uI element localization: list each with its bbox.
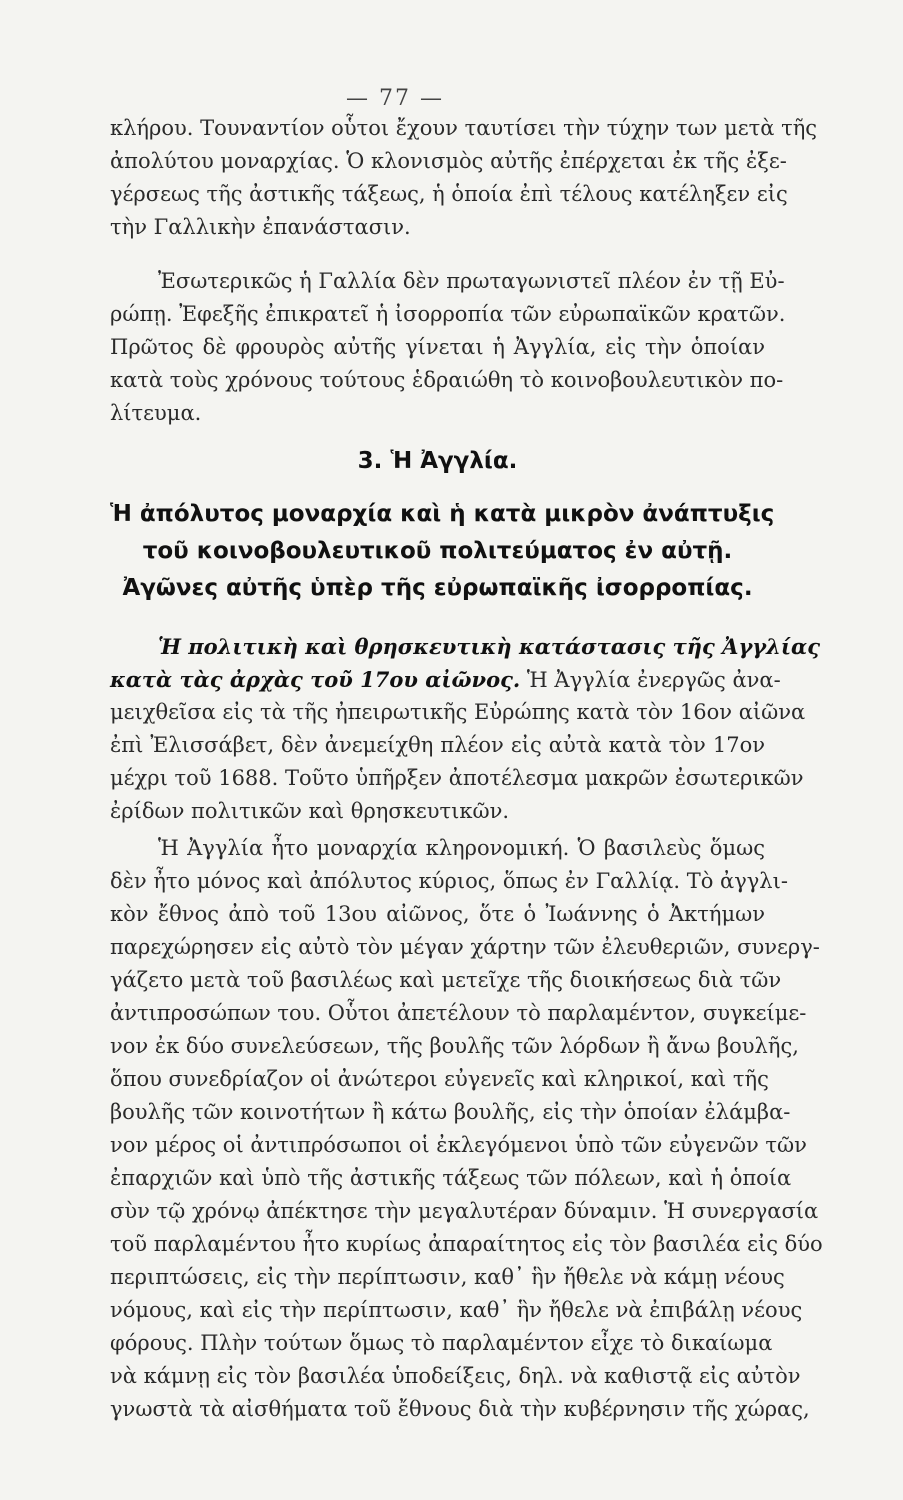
- text-line: ἐπὶ Ἐλισσάβετ, δὲν ἀνεμείχθη πλέον εἰς αὐτὰ κατὰ τὸν 17ον: [110, 733, 765, 757]
- text-line: τὴν Γαλλικὴν ἐπανάστασιν.: [110, 215, 411, 239]
- text-line: ἀπολύτου μοναρχίας. Ὁ κλονισμὸς αὐτῆς ἐπέρχεται ἐκ τῆς ἐξε-: [110, 149, 787, 173]
- text-line: Ἡ Ἀγγλία ἦτο μοναρχία κληρονομική. Ὁ βασιλεὺς ὅμως: [158, 836, 765, 860]
- text-line: μέχρι τοῦ 1688. Τοῦτο ὑπῆρξεν ἀποτέλεσμα μακρῶν ἐσωτερικῶν: [110, 766, 804, 790]
- text-line: περιπτώσεις, εἰς τὴν περίπτωσιν, καθ᾽ ἣν ἤθελε νὰ κάμῃ νέους: [110, 1265, 785, 1289]
- text-line: νὰ κάμνῃ εἰς τὸν βασιλέα ὑποδείξεις, δηλ. νὰ καθιστᾷ εἰς αὐτὸν: [110, 1364, 801, 1388]
- section-heading-italic: κατὰ τὰς ἀρχὰς τοῦ 17ου αἰῶνος.: [110, 667, 521, 692]
- text-line: δὲν ἦτο μόνος καὶ ἀπόλυτος κύριος, ὅπως ἐν Γαλλίᾳ. Τὸ ἀγγλι-: [110, 869, 788, 893]
- text-line: κὸν ἔθνος ἀπὸ τοῦ 13ου αἰῶνος, ὅτε ὁ Ἰωάννης ὁ Ἀκτήμων: [110, 902, 765, 926]
- section-heading-italic: Ἡ πολιτικὴ καὶ θρησκευτικὴ κατάστασις τῆς Ἀγγλίας: [158, 634, 821, 659]
- paragraph-opening: [110, 112, 818, 244]
- text-line: ρώπῃ. Ἐφεξῆς ἐπικρατεῖ ἡ ἰσορροπία τῶν εὐρωπαϊκῶν κρατῶν.: [110, 302, 786, 326]
- text-line: Ἐσωτερικῶς ἡ Γαλλία δὲν πρωταγωνιστεῖ πλέον ἐν τῇ Εὐ-: [158, 269, 785, 293]
- page-number: — 77 —: [346, 86, 444, 111]
- subtitle-line: τοῦ κοινοβουλευτικοῦ πολιτεύματος ἐν αὐτῇ.: [142, 538, 733, 564]
- text-line: [110, 630, 821, 663]
- text-line: μειχθεῖσα εἰς τὰ τῆς ἠπειρωτικῆς Εὐρώπης κατὰ τὸν 16ον αἰῶνα: [110, 700, 806, 724]
- text-line: παρεχώρησεν εἰς αὐτὸ τὸν μέγαν χάρτην τῶν ἐλευθεριῶν, συνεργ-: [110, 935, 820, 959]
- paragraph-internal-affairs: [110, 265, 786, 430]
- text-line: κλήρου. Τουναντίον οὗτοι ἔχουν ταυτίσει τὴν τύχην των μετὰ τῆς: [110, 116, 818, 140]
- subtitle-line: Ἀγῶνες αὐτῆς ὑπὲρ τῆς εὐρωπαϊκῆς ἰσορροπίας.: [122, 575, 753, 601]
- text-line: σὺν τῷ χρόνῳ ἀπέκτησε τὴν μεγαλυτέραν δύναμιν. Ἡ συνεργασία: [110, 1199, 819, 1223]
- text-line: ὅπου συνεδρίαζον οἱ ἀνώτεροι εὐγενεῖς καὶ κληρικοί, καὶ τῆς: [110, 1067, 769, 1091]
- chapter-subtitle: [110, 496, 775, 607]
- text-line: κατὰ τὰς ἀρχὰς τοῦ 17ου αἰῶνος. Ἡ Ἀγγλία ἐνεργῶς ἀνα-: [110, 667, 781, 692]
- text-line: γάζετο μετὰ τοῦ βασιλέως καὶ μετεῖχε τῆς διοικήσεως διὰ τῶν: [110, 968, 782, 992]
- paragraph-hereditary-monarchy: [110, 832, 823, 1492]
- chapter-title: 3. Ἡ Ἀγγλία.: [357, 448, 518, 474]
- text-line: νον ἐκ δύο συνελεύσεων, τῆς βουλῆς τῶν λόρδων ἢ ἄνω βουλῆς,: [110, 1034, 799, 1058]
- text-line: φόρους. Πλὴν τούτων ὅμως τὸ παρλαμέντον εἶχε τὸ δικαίωμα: [110, 1331, 773, 1355]
- text-line: κατὰ τοὺς χρόνους τούτους ἑδραιώθη τὸ κοινοβουλευτικὸν πο-: [110, 368, 784, 392]
- text-line: γέρσεως τῆς ἀστικῆς τάξεως, ἡ ὁποία ἐπὶ τέλους κατέληξεν εἰς: [110, 182, 788, 206]
- text-line: [110, 1426, 765, 1459]
- text-line: τοῦ παρλαμέντου ἦτο κυρίως ἀπαραίτητος εἰς τὸν βασιλέα εἰς δύο: [110, 1232, 823, 1256]
- text-line: [110, 1459, 765, 1492]
- text-line: νον μέρος οἱ ἀντιπρόσωποι οἱ ἐκλεγόμενοι ὑπὸ τῶν εὐγενῶν τῶν: [110, 1133, 807, 1157]
- subtitle-line: Ἡ ἀπόλυτος μοναρχία καὶ ἡ κατὰ μικρὸν ἀνάπτυξις: [110, 501, 775, 527]
- text-line: ἐπαρχιῶν καὶ ὑπὸ τῆς ἀστικῆς τάξεως τῶν πόλεων, καὶ ἡ ὁποία: [110, 1166, 792, 1190]
- text-line: νόμους, καὶ εἰς τὴν περίπτωσιν, καθ᾽ ἣν ἤθελε νὰ ἐπιβάλῃ νέους: [110, 1298, 803, 1322]
- text-line: βουλῆς τῶν κοινοτήτων ἢ κάτω βουλῆς, εἰς τὴν ὁποίαν ἐλάμβα-: [110, 1100, 791, 1124]
- text-line: λίτευμα.: [110, 401, 202, 425]
- text-line: ἐρίδων πολιτικῶν καὶ θρησκευτικῶν.: [110, 799, 510, 823]
- text-line: ἀντιπροσώπων του. Οὗτοι ἀπετέλουν τὸ παρλαμέντον, συγκείμε-: [110, 1001, 807, 1025]
- text-line: Πρῶτος δὲ φρουρὸς αὐτῆς γίνεται ἡ Ἀγγλία, εἰς τὴν ὁποίαν: [110, 335, 765, 359]
- text-line: γνωστὰ τὰ αἰσθήματα τοῦ ἔθνους διὰ τὴν κυβέρνησιν τῆς χώρας,: [110, 1397, 810, 1421]
- section-religious-political-state: [110, 630, 821, 828]
